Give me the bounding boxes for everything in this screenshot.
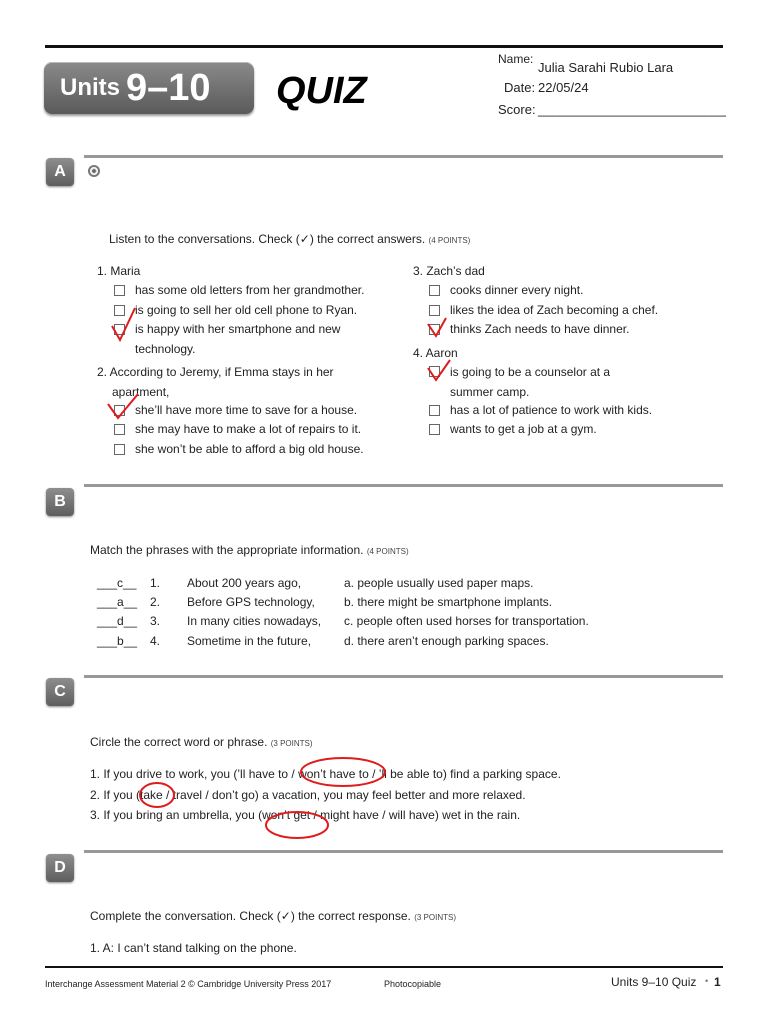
circle-take (140, 783, 174, 807)
score-label: Score: (498, 102, 536, 117)
q3-o1-text: cooks dinner every night. (450, 283, 584, 297)
q2-title-cont: apartment, (112, 385, 170, 399)
q4-title: 4. Aaron (413, 346, 458, 360)
q1-o3-text-cont: technology. (135, 342, 196, 356)
d-line-1: 1. A: I can’t stand talking on the phone. (90, 941, 297, 955)
b-row-3-num: 3. (150, 614, 161, 628)
q4-o1-text-cont: summer camp. (450, 385, 530, 399)
q2-o1-text: she’ll have more time to save for a house. (135, 403, 358, 417)
units-word: Units (60, 74, 120, 101)
section-a-instruction-text: Listen to the conversations. Check (✓) the correct answers. (109, 232, 426, 246)
b-row-2-answer[interactable]: ___a__ (97, 595, 138, 609)
q4-o2-text: has a lot of patience to work with kids. (450, 403, 653, 417)
q2-title: 2. According to Jeremy, if Emma stays in her (97, 365, 334, 379)
section-d-instruction-text: Complete the conversation. Check (✓) the correct response. (90, 909, 411, 923)
q3-o3-text: thinks Zach needs to have dinner. (450, 322, 630, 336)
section-b-points: (4 POINTS) (366, 547, 409, 556)
section-c-instruction-text: Circle the correct word or phrase. (90, 735, 268, 749)
circle-wont-get (266, 812, 328, 838)
b-row-1-num: 1. (150, 576, 161, 590)
footer-photocopiable: Photocopiable (384, 979, 442, 989)
b-row-4-left: Sometime in the future, (187, 634, 312, 648)
c-line-1: 1. If you drive to work, you (’ll have to / won’t have to / ’ll be able to) find a parking space. (90, 767, 561, 781)
section-b-badge: B (46, 488, 74, 516)
name-value[interactable]: Julia Sarahi Rubio Lara (538, 60, 674, 75)
name-label: Name: (498, 52, 534, 66)
c-line-2: 2. If you (take / travel / don’t go) a vacation, you may feel better and more relaxed. (90, 788, 526, 802)
q1-o2-text: is going to sell her old cell phone to Ryan. (135, 303, 358, 317)
b-row-2-num: 2. (150, 595, 161, 609)
check-mark-q3 (428, 318, 446, 336)
units-number: 9–10 (126, 66, 211, 109)
footer-bullet: • (705, 976, 709, 986)
check-mark-q1 (112, 308, 135, 340)
q3-o2-text: likes the idea of Zach becoming a chef. (450, 303, 659, 317)
c-line-3: 3. If you bring an umbrella, you (won’t get / might have / will have) wet in the rain. (90, 808, 521, 822)
check-mark-q2 (108, 394, 138, 418)
b-row-1-right: a. people usually used paper maps. (344, 576, 534, 590)
section-a-points: (4 POINTS) (428, 236, 471, 245)
quiz-title: QUIZ (276, 70, 367, 112)
section-c-badge: C (46, 678, 74, 706)
date-value[interactable]: 22/05/24 (538, 80, 589, 95)
check-mark-q4 (428, 360, 450, 380)
q2-o2-text: she may have to make a lot of repairs to it. (135, 422, 362, 436)
b-row-3-answer[interactable]: ___d__ (97, 614, 138, 628)
footer-page-number: 1 (714, 975, 721, 989)
section-d-badge: D (46, 854, 74, 882)
b-row-2-right: b. there might be smartphone implants. (344, 595, 553, 609)
footer-page-label: Units 9–10 Quiz (611, 975, 697, 989)
b-row-4-right: d. there aren’t enough parking spaces. (344, 634, 549, 648)
q4-o3-text: wants to get a job at a gym. (450, 422, 597, 436)
q3-title: 3. Zach’s dad (413, 264, 485, 278)
date-label: Date: (504, 80, 536, 95)
q2-o3-text: she won’t be able to afford a big old house. (135, 442, 364, 456)
section-a-badge: A (46, 158, 74, 186)
b-row-1-left: About 200 years ago, (187, 576, 302, 590)
b-row-3-left: In many cities nowadays, (187, 614, 322, 628)
q1-o3-text: is happy with her smartphone and new (135, 322, 341, 336)
q4-o1-text: is going to be a counselor at a (450, 365, 611, 379)
circle-wont-have-to (301, 758, 385, 786)
q1-title: 1. Maria (97, 264, 141, 278)
section-b-instruction-text: Match the phrases with the appropriate information. (90, 543, 364, 557)
section-d-points: (3 POINTS) (414, 913, 456, 922)
b-row-3-right: c. people often used horses for transportation. (344, 614, 589, 628)
q1-o1-text: has some old letters from her grandmother. (135, 283, 365, 297)
b-row-2-left: Before GPS technology, (187, 595, 315, 609)
b-row-4-answer[interactable]: ___b__ (97, 634, 138, 648)
b-row-1-answer[interactable]: ___c__ (97, 576, 137, 590)
b-row-4-num: 4. (150, 634, 161, 648)
footer-copyright: Interchange Assessment Material 2 © Cambridge University Press 2017 (45, 979, 332, 989)
score-field[interactable]: __________________________ (538, 102, 726, 117)
section-c-points: (3 POINTS) (270, 739, 313, 748)
